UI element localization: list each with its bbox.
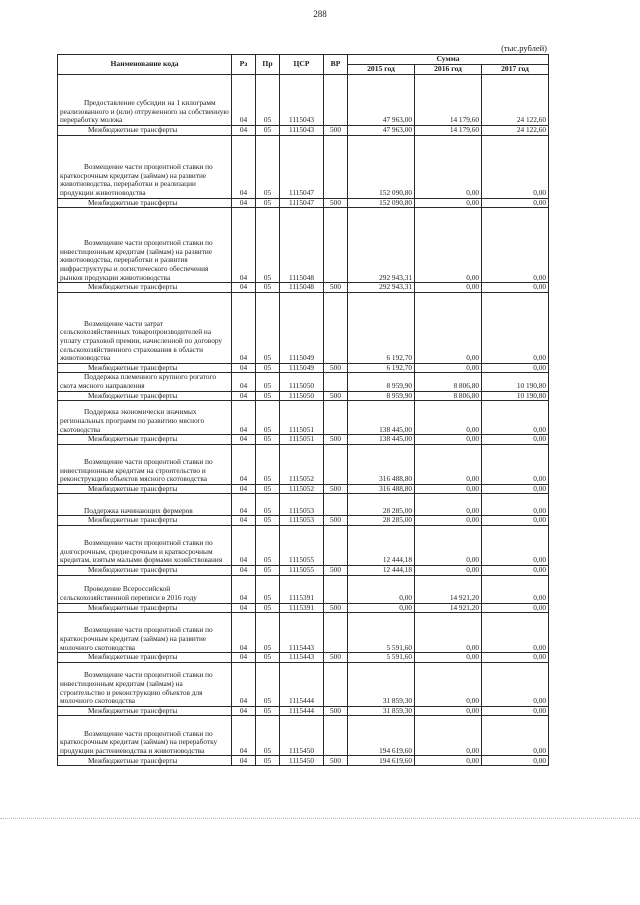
amount-2015: 138 445,00: [348, 401, 415, 435]
transfer-row: [58, 706, 549, 716]
item-name: [58, 401, 232, 435]
scan-edge-line: [0, 818, 640, 819]
amount-2017: 0,00: [482, 653, 549, 663]
amount-2017: 0,00: [482, 283, 549, 293]
pr-cell: 05: [256, 75, 280, 126]
amount-2017: 0,00: [482, 716, 549, 756]
pr-cell: 05: [256, 603, 280, 613]
transfer-label: Межбюджетные трансферты: [58, 516, 232, 526]
amount-2017: 0,00: [482, 565, 549, 575]
vr-cell: [324, 613, 348, 653]
rz-cell: 04: [232, 484, 256, 494]
amount-2015: 292 943,31: [348, 208, 415, 283]
amount-2017: 0,00: [482, 401, 549, 435]
vr-cell: 500: [324, 391, 348, 401]
header-2015: 2015 год: [348, 65, 415, 75]
vr-cell: 500: [324, 565, 348, 575]
amount-2015: 47 963,00: [348, 126, 415, 136]
csr-cell: 1115048: [280, 283, 324, 293]
rz-cell: 04: [232, 208, 256, 283]
table-header: [58, 55, 549, 75]
amount-2015: 31 859,30: [348, 706, 415, 716]
amount-2015: 0,00: [348, 575, 415, 603]
amount-2016: 0,00: [415, 208, 482, 283]
transfer-label: Межбюджетные трансферты: [58, 198, 232, 208]
amount-2016: 0,00: [415, 613, 482, 653]
item-name-text: Проведение Всероссийской сельскохозяйственной переписи в 2016 году: [60, 584, 197, 602]
amount-2016: 0,00: [415, 198, 482, 208]
vr-cell: [324, 75, 348, 126]
amount-2015: 5 591,60: [348, 613, 415, 653]
amount-2017: 0,00: [482, 613, 549, 653]
amount-2016: 8 806,80: [415, 373, 482, 391]
rz-cell: 04: [232, 363, 256, 373]
vr-cell: 500: [324, 198, 348, 208]
csr-cell: 1115053: [280, 516, 324, 526]
pr-cell: 05: [256, 391, 280, 401]
rz-cell: 04: [232, 662, 256, 706]
transfer-row: [58, 198, 549, 208]
table-row: [58, 525, 549, 565]
rz-cell: 04: [232, 444, 256, 484]
amount-2015: 6 192,70: [348, 363, 415, 373]
vr-cell: 500: [324, 756, 348, 766]
vr-cell: 500: [324, 706, 348, 716]
rz-cell: 04: [232, 373, 256, 391]
pr-cell: 05: [256, 516, 280, 526]
csr-cell: 1115444: [280, 706, 324, 716]
transfer-row: [58, 283, 549, 293]
csr-cell: 1115049: [280, 363, 324, 373]
item-name-text: Возмещение части процентной ставки по инвестиционным кредитам на строительство и реконструкцию объектов мясного скотоводства: [60, 456, 213, 484]
vr-cell: [324, 716, 348, 756]
csr-cell: 1115444: [280, 662, 324, 706]
amount-2015: 152 090,80: [348, 198, 415, 208]
header-csr: ЦСР: [280, 55, 324, 75]
amount-2015: 292 943,31: [348, 283, 415, 293]
vr-cell: 500: [324, 283, 348, 293]
rz-cell: 04: [232, 292, 256, 363]
header-vr: ВР: [324, 55, 348, 75]
rz-cell: 04: [232, 135, 256, 198]
rz-cell: 04: [232, 401, 256, 435]
csr-cell: 1115052: [280, 484, 324, 494]
transfer-row: [58, 363, 549, 373]
csr-cell: 1115049: [280, 292, 324, 363]
pr-cell: 05: [256, 613, 280, 653]
amount-2015: 8 959,90: [348, 391, 415, 401]
amount-2015: 12 444,18: [348, 525, 415, 565]
transfer-label: Межбюджетные трансферты: [58, 435, 232, 445]
page-number: 288: [313, 9, 327, 19]
table-row: [58, 75, 549, 126]
csr-cell: 1115047: [280, 135, 324, 198]
transfer-label: Межбюджетные трансферты: [58, 565, 232, 575]
transfer-row: [58, 391, 549, 401]
transfer-label: Межбюджетные трансферты: [58, 603, 232, 613]
csr-cell: 1115052: [280, 444, 324, 484]
csr-cell: 1115051: [280, 435, 324, 445]
transfer-label: Межбюджетные трансферты: [58, 283, 232, 293]
amount-2017: 0,00: [482, 756, 549, 766]
amount-2017: 10 190,80: [482, 391, 549, 401]
amount-2016: 0,00: [415, 435, 482, 445]
transfer-row: [58, 126, 549, 136]
item-name: [58, 292, 232, 363]
csr-cell: 1115051: [280, 401, 324, 435]
transfer-row: [58, 756, 549, 766]
pr-cell: 05: [256, 706, 280, 716]
table-row: [58, 444, 549, 484]
csr-cell: 1115391: [280, 575, 324, 603]
table-row: [58, 401, 549, 435]
amount-2016: 0,00: [415, 135, 482, 198]
amount-2017: 0,00: [482, 603, 549, 613]
pr-cell: 05: [256, 575, 280, 603]
transfer-label: Межбюджетные трансферты: [58, 653, 232, 663]
transfer-label: Межбюджетные трансферты: [58, 484, 232, 494]
csr-cell: 1115443: [280, 613, 324, 653]
amount-2017: 0,00: [482, 575, 549, 603]
rz-cell: 04: [232, 516, 256, 526]
rz-cell: 04: [232, 603, 256, 613]
amount-2016: 14 921,20: [415, 575, 482, 603]
item-name-text: Возмещение части процентной ставки по краткосрочным кредитам (займам) на переработку продукции растениеводства и животноводства: [60, 728, 218, 755]
amount-2016: 0,00: [415, 653, 482, 663]
item-name: [58, 613, 232, 653]
header-rz: Рз: [232, 55, 256, 75]
rz-cell: 04: [232, 391, 256, 401]
table-row: [58, 613, 549, 653]
rz-cell: 04: [232, 198, 256, 208]
csr-cell: 1115450: [280, 756, 324, 766]
amount-2016: 8 806,80: [415, 391, 482, 401]
amount-2015: 5 591,60: [348, 653, 415, 663]
transfer-label: Межбюджетные трансферты: [58, 391, 232, 401]
amount-2016: 14 179,60: [415, 75, 482, 126]
amount-2015: 194 619,60: [348, 716, 415, 756]
amount-2017: 0,00: [482, 494, 549, 516]
amount-2017: 0,00: [482, 292, 549, 363]
pr-cell: 05: [256, 435, 280, 445]
table-row: [58, 716, 549, 756]
amount-2016: 0,00: [415, 516, 482, 526]
pr-cell: 05: [256, 756, 280, 766]
csr-cell: 1115443: [280, 653, 324, 663]
item-name-text: Возмещение части затрат сельскохозяйственных товаропроизводителей на уплату страховой премии, начисленной по договору сельскохозяйственного страхования в области животноводства: [60, 318, 223, 363]
amount-2015: 28 285,00: [348, 494, 415, 516]
item-name-text: Поддержка экономически значимых региональных программ по развитию мясного скотоводства: [60, 407, 205, 434]
pr-cell: 05: [256, 292, 280, 363]
amount-2016: 0,00: [415, 283, 482, 293]
item-name: [58, 135, 232, 198]
amount-2015: 0,00: [348, 603, 415, 613]
pr-cell: 05: [256, 494, 280, 516]
rz-cell: 04: [232, 283, 256, 293]
pr-cell: 05: [256, 126, 280, 136]
vr-cell: 500: [324, 653, 348, 663]
header-sum: Сумма: [348, 55, 549, 65]
rz-cell: 04: [232, 126, 256, 136]
transfer-row: [58, 435, 549, 445]
csr-cell: 1115053: [280, 494, 324, 516]
amount-2017: 0,00: [482, 444, 549, 484]
csr-cell: 1115050: [280, 373, 324, 391]
vr-cell: 500: [324, 484, 348, 494]
amount-2016: 0,00: [415, 706, 482, 716]
item-name: [58, 75, 232, 126]
amount-2016: 0,00: [415, 716, 482, 756]
amount-2016: 0,00: [415, 662, 482, 706]
amount-2017: 0,00: [482, 363, 549, 373]
vr-cell: [324, 525, 348, 565]
item-name-text: Предоставление субсидии на 1 килограмм реализованного и (или) отгруженного на собственную переработку молока: [60, 98, 229, 125]
amount-2016: 0,00: [415, 401, 482, 435]
amount-2015: 28 285,00: [348, 516, 415, 526]
amount-2015: 31 859,30: [348, 662, 415, 706]
table-row: [58, 208, 549, 283]
table-body: [58, 75, 549, 766]
pr-cell: 05: [256, 716, 280, 756]
item-name: [58, 575, 232, 603]
amount-2015: 316 488,80: [348, 484, 415, 494]
amount-2016: 0,00: [415, 292, 482, 363]
item-name-text: Возмещение части процентной ставки по инвестиционным кредитам (займам) на развитие животноводства, переработки и развития инфраструктуры и логистического обеспечения рынков продукции животноводства: [60, 238, 213, 282]
csr-cell: 1115047: [280, 198, 324, 208]
amount-2017: 0,00: [482, 525, 549, 565]
pr-cell: 05: [256, 653, 280, 663]
transfer-label: Межбюджетные трансферты: [58, 126, 232, 136]
amount-2016: 0,00: [415, 525, 482, 565]
header-2017: 2017 год: [482, 65, 549, 75]
rz-cell: 04: [232, 565, 256, 575]
amount-2017: 0,00: [482, 208, 549, 283]
pr-cell: 05: [256, 662, 280, 706]
amount-2017: 10 190,80: [482, 373, 549, 391]
amount-2015: 12 444,18: [348, 565, 415, 575]
vr-cell: [324, 444, 348, 484]
vr-cell: [324, 135, 348, 198]
header-name: Наименование кода: [58, 55, 232, 75]
table-row: [58, 494, 549, 516]
csr-cell: 1115043: [280, 75, 324, 126]
pr-cell: 05: [256, 198, 280, 208]
item-name: [58, 444, 232, 484]
rz-cell: 04: [232, 75, 256, 126]
pr-cell: 05: [256, 363, 280, 373]
transfer-row: [58, 653, 549, 663]
vr-cell: [324, 494, 348, 516]
vr-cell: [324, 662, 348, 706]
amount-2017: 0,00: [482, 135, 549, 198]
amount-2016: 14 921,20: [415, 603, 482, 613]
vr-cell: [324, 373, 348, 391]
item-name: [58, 662, 232, 706]
rz-cell: 04: [232, 525, 256, 565]
transfer-row: [58, 565, 549, 575]
transfer-label: Межбюджетные трансферты: [58, 363, 232, 373]
rz-cell: 04: [232, 706, 256, 716]
amount-2017: 24 122,60: [482, 75, 549, 126]
header-2016: 2016 год: [415, 65, 482, 75]
vr-cell: [324, 208, 348, 283]
pr-cell: 05: [256, 373, 280, 391]
csr-cell: 1115055: [280, 565, 324, 575]
amount-2017: 0,00: [482, 516, 549, 526]
amount-2016: 0,00: [415, 363, 482, 373]
csr-cell: 1115055: [280, 525, 324, 565]
vr-cell: [324, 401, 348, 435]
amount-2016: 0,00: [415, 484, 482, 494]
amount-2017: 0,00: [482, 706, 549, 716]
csr-cell: 1115048: [280, 208, 324, 283]
table-row: [58, 575, 549, 603]
vr-cell: 500: [324, 363, 348, 373]
pr-cell: 05: [256, 401, 280, 435]
rz-cell: 04: [232, 716, 256, 756]
vr-cell: 500: [324, 435, 348, 445]
item-name: [58, 373, 232, 391]
units-label: (тыс.рублей): [501, 43, 547, 53]
item-name: [58, 525, 232, 565]
rz-cell: 04: [232, 613, 256, 653]
amount-2016: 0,00: [415, 494, 482, 516]
amount-2015: 316 488,80: [348, 444, 415, 484]
item-name: [58, 716, 232, 756]
transfer-label: Межбюджетные трансферты: [58, 756, 232, 766]
vr-cell: [324, 292, 348, 363]
item-name-text: Возмещение части процентной ставки по краткосрочным кредитам (займам) на развитие животноводства, переработки и реализации продукции животноводства: [60, 162, 213, 197]
csr-cell: 1115450: [280, 716, 324, 756]
csr-cell: 1115050: [280, 391, 324, 401]
amount-2015: 152 090,80: [348, 135, 415, 198]
amount-2015: 8 959,90: [348, 373, 415, 391]
vr-cell: 500: [324, 126, 348, 136]
item-name-text: Поддержка племенного крупного рогатого скота мясного направления: [60, 372, 216, 390]
pr-cell: 05: [256, 283, 280, 293]
pr-cell: 05: [256, 208, 280, 283]
rz-cell: 04: [232, 575, 256, 603]
item-name: [58, 494, 232, 516]
table-row: [58, 373, 549, 391]
amount-2016: 14 179,60: [415, 126, 482, 136]
transfer-row: [58, 484, 549, 494]
pr-cell: 05: [256, 135, 280, 198]
rz-cell: 04: [232, 435, 256, 445]
pr-cell: 05: [256, 565, 280, 575]
amount-2015: 47 963,00: [348, 75, 415, 126]
amount-2016: 0,00: [415, 565, 482, 575]
rz-cell: 04: [232, 653, 256, 663]
amount-2015: 6 192,70: [348, 292, 415, 363]
budget-table: [57, 54, 549, 766]
vr-cell: 500: [324, 516, 348, 526]
pr-cell: 05: [256, 444, 280, 484]
rz-cell: 04: [232, 494, 256, 516]
amount-2017: 0,00: [482, 198, 549, 208]
item-name-text: Возмещение части процентной ставки по инвестиционным кредитам (займам) на строительство и реконструкцию объектов для молочного скотоводства: [60, 670, 213, 706]
amount-2017: 0,00: [482, 662, 549, 706]
transfer-label: Межбюджетные трансферты: [58, 706, 232, 716]
rz-cell: 04: [232, 756, 256, 766]
amount-2017: 0,00: [482, 435, 549, 445]
pr-cell: 05: [256, 525, 280, 565]
amount-2015: 194 619,60: [348, 756, 415, 766]
vr-cell: 500: [324, 603, 348, 613]
table-row: [58, 135, 549, 198]
item-name-text: Возмещение части процентной ставки по долгосрочным, среднесрочным и краткосрочным кредитам, взятым малыми формами хозяйствования: [60, 538, 223, 565]
pr-cell: 05: [256, 484, 280, 494]
amount-2017: 24 122,60: [482, 126, 549, 136]
transfer-row: [58, 603, 549, 613]
amount-2016: 0,00: [415, 756, 482, 766]
item-name-text: Поддержка начинающих фермеров: [84, 505, 193, 515]
item-name: [58, 208, 232, 283]
csr-cell: 1115391: [280, 603, 324, 613]
amount-2015: 138 445,00: [348, 435, 415, 445]
table-row: [58, 292, 549, 363]
amount-2017: 0,00: [482, 484, 549, 494]
vr-cell: [324, 575, 348, 603]
header-pr: Пр: [256, 55, 280, 75]
table-row: [58, 662, 549, 706]
transfer-row: [58, 516, 549, 526]
csr-cell: 1115043: [280, 126, 324, 136]
amount-2016: 0,00: [415, 444, 482, 484]
item-name-text: Возмещение части процентной ставки по краткосрочным кредитам (займам) на развитие молочного скотоводства: [60, 625, 213, 652]
